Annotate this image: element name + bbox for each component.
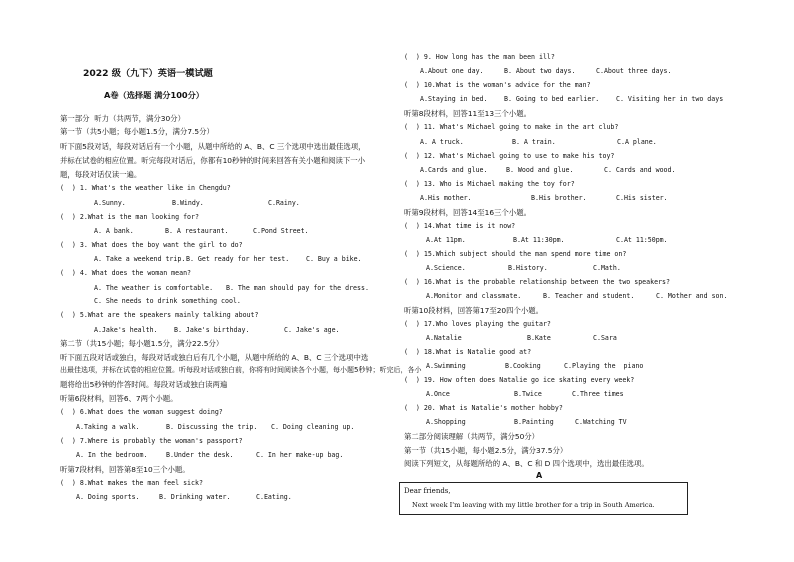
listen-6-instr: 听第6段材料，回答6、7两个小题。 xyxy=(60,394,178,403)
q5-option-b: B. Jake's birthday. xyxy=(174,326,250,334)
q17-option-b: B.Kate xyxy=(527,334,551,342)
question-16: ( ) 16.What is the probable relationship between the two speakers? xyxy=(404,278,670,286)
question-8: ( ) 8.What makes the man feel sick? xyxy=(60,479,203,487)
q3-option-b: B. Get ready for her test. xyxy=(186,255,290,263)
question-19: ( ) 19. How often does Natalie go ice skating every week? xyxy=(404,376,635,384)
q17-option-c: C.Sara xyxy=(593,334,617,342)
q10-option-b: B. Going to bed earlier. xyxy=(504,95,600,103)
question-15: ( ) 15.Which subject should the man spend more time on? xyxy=(404,250,627,258)
q12-option-a: A.Cards and glue. xyxy=(420,166,488,174)
q17-option-a: A.Natalie xyxy=(426,334,462,342)
question-4: ( ) 4. What does the woman mean? xyxy=(60,269,192,277)
q20-option-c: C.Watching TV xyxy=(575,418,627,426)
q15-option-c: C.Math. xyxy=(593,264,621,272)
question-2: ( ) 2.What is the man looking for? xyxy=(60,213,199,221)
q7-option-b: B.Under the desk. xyxy=(166,451,234,459)
q6-option-c: C. Doing cleaning up. xyxy=(271,423,355,431)
part2-section1-heading: 第一节（共15小题，每小题2.5分，满分37.5分） xyxy=(404,446,568,455)
section2-instr-1: 听下面五段对话或独白，每段对话或独白后有几个小题，从题中所给的 A、B、C 三个选项中选 xyxy=(60,353,369,362)
q2-option-a: A. A bank. xyxy=(94,227,134,235)
q5-option-c: C. Jake's age. xyxy=(284,326,340,334)
part1-heading: 第一部分 听力（共两节，满分30分） xyxy=(60,114,185,123)
q14-option-a: A.At 11pm. xyxy=(426,236,466,244)
section-a-title: A卷（选择题 满分100分） xyxy=(104,90,204,100)
q8-option-b: B. Drinking water. xyxy=(159,493,231,501)
q16-option-b: B. Teacher and student. xyxy=(543,292,635,300)
q9-option-a: A.About one day. xyxy=(420,67,484,75)
question-18: ( ) 18.What is Natalie good at? xyxy=(404,348,532,356)
q8-option-a: A. Doing sports. xyxy=(76,493,140,501)
q18-option-c: C.Playing the piano xyxy=(564,362,644,370)
q18-option-b: B.Cooking xyxy=(505,362,541,370)
exam-title: 2022 级（九下）英语一模试题 xyxy=(83,68,213,79)
section1-instr-1: 听下面5段对话，每段对话后有一个小题，从题中所给的 A、B、C 三个选项中选出最佳选项， xyxy=(60,142,366,151)
listen-7-instr: 听第7段材料，回答第8至10三个小题。 xyxy=(60,465,190,474)
question-20: ( ) 20. What is Natalie's mother hobby? xyxy=(404,404,563,412)
q2-option-c: C.Pond Street. xyxy=(253,227,309,235)
q6-option-b: B. Discussing the trip. xyxy=(166,423,258,431)
part2-instructions: 阅读下列短文，从每题所给的 A、B、C 和 D 四个选项中，选出最佳选项。 xyxy=(404,459,649,468)
section2-heading: 第二节（共15小题；每小题1.5分，满分22.5分） xyxy=(60,339,224,348)
part2-heading: 第二部分阅读理解（共两节，满分50分） xyxy=(404,432,540,441)
q16-option-c: C. Mother and son. xyxy=(656,292,728,300)
q4-option-b: B. The man should pay for the dress. xyxy=(226,284,369,292)
q15-option-a: A.Science. xyxy=(426,264,466,272)
q12-option-c: C. Cards and wood. xyxy=(604,166,676,174)
q19-option-b: B.Twice xyxy=(514,390,542,398)
section1-instr-2: 并标在试卷的相应位置。听完每段对话后，你都有10秒钟的时间来回答有关小题和阅读下一小 xyxy=(60,156,366,165)
q11-option-b: B. A train. xyxy=(512,138,556,146)
q13-option-c: C.His sister. xyxy=(616,194,668,202)
listen-9-instr: 听第9段材料，回答14至16三个小题。 xyxy=(404,208,531,217)
question-6: ( ) 6.What does the woman suggest doing? xyxy=(60,408,223,416)
section1-instr-3: 题，每段对话仅读一遍。 xyxy=(60,170,142,179)
q19-option-c: C.Three times xyxy=(572,390,624,398)
letter-greeting: Dear friends, xyxy=(404,487,451,495)
question-13: ( ) 13. Who is Michael making the toy for? xyxy=(404,180,575,188)
q19-option-a: A.Once xyxy=(426,390,450,398)
question-7: ( ) 7.Where is probably the woman's passport? xyxy=(60,437,243,445)
q12-option-b: B. Wood and glue. xyxy=(506,166,574,174)
q8-option-c: C.Eating. xyxy=(256,493,292,501)
q18-option-a: A.Swimming xyxy=(426,362,466,370)
letter-line-1: Next week I'm leaving with my little brother for a trip in South America. xyxy=(412,501,655,509)
q4-option-c: C. She needs to drink something cool. xyxy=(94,297,241,305)
q20-option-a: A.Shopping xyxy=(426,418,466,426)
listen-10-instr: 听第10段材料，回答第17至20四个小题。 xyxy=(404,306,544,315)
q2-option-b: B. A restaurant. xyxy=(165,227,229,235)
question-11: ( ) 11. What's Michael going to make in the art club? xyxy=(404,123,619,131)
question-10: ( ) 10.What is the woman's advice for the man? xyxy=(404,81,591,89)
question-1: ( ) 1. What's the weather like in Chengdu? xyxy=(60,184,231,192)
q4-option-a: A. The weather is comfortable. xyxy=(94,284,214,292)
q15-option-b: B.History. xyxy=(508,264,548,272)
q9-option-c: C.About three days. xyxy=(596,67,672,75)
q14-option-b: B.At 11:30pm. xyxy=(513,236,565,244)
q11-option-c: C.A plane. xyxy=(617,138,657,146)
listen-8-instr: 听第8段材料，回答11至13三个小题。 xyxy=(404,109,531,118)
q1-option-c: C.Rainy. xyxy=(268,199,300,207)
q20-option-b: B.Painting xyxy=(514,418,554,426)
question-14: ( ) 14.What time is it now? xyxy=(404,222,516,230)
q10-option-a: A.Staying in bed. xyxy=(420,95,488,103)
q1-option-a: A.Sunny. xyxy=(94,199,126,207)
q13-option-b: B.His brother. xyxy=(531,194,587,202)
question-17: ( ) 17.Who loves playing the guitar? xyxy=(404,320,551,328)
q1-option-b: B.Windy. xyxy=(172,199,204,207)
question-9: ( ) 9. How long has the man been ill? xyxy=(404,53,555,61)
question-5: ( ) 5.What are the speakers mainly talking about? xyxy=(60,311,259,319)
q6-option-a: A.Taking a walk. xyxy=(76,423,140,431)
question-12: ( ) 12. What's Michael going to use to make his toy? xyxy=(404,152,615,160)
q9-option-b: B. About two days. xyxy=(504,67,576,75)
section2-instr-2: 出最佳选项，并标在试卷的相应位置。听每段对话或独白前，你将有时间阅读各个小题，每小题5秒钟；听完后，各小 xyxy=(60,366,422,374)
question-3: ( ) 3. What does the boy want the girl to do? xyxy=(60,241,243,249)
q11-option-a: A. A truck. xyxy=(420,138,464,146)
q7-option-c: C. In her make-up bag. xyxy=(256,451,344,459)
q7-option-a: A. In the bedroom. xyxy=(76,451,148,459)
section1-heading: 第一节（共5小题；每小题1.5分，满分7.5分） xyxy=(60,127,214,136)
q10-option-c: C. Visiting her in two days xyxy=(616,95,724,103)
q14-option-c: C.At 11:50pm. xyxy=(616,236,668,244)
q16-option-a: A.Monitor and classmate. xyxy=(426,292,522,300)
q13-option-a: A.His mother. xyxy=(420,194,472,202)
q3-option-c: C. Buy a bike. xyxy=(306,255,362,263)
q5-option-a: A.Jake's health. xyxy=(94,326,158,334)
passage-label: A xyxy=(536,471,543,480)
section2-instr-3: 题将给出5秒钟的作答时间。每段对话或独白读两遍 xyxy=(60,380,228,389)
q3-option-a: A. Take a weekend trip. xyxy=(94,255,186,263)
